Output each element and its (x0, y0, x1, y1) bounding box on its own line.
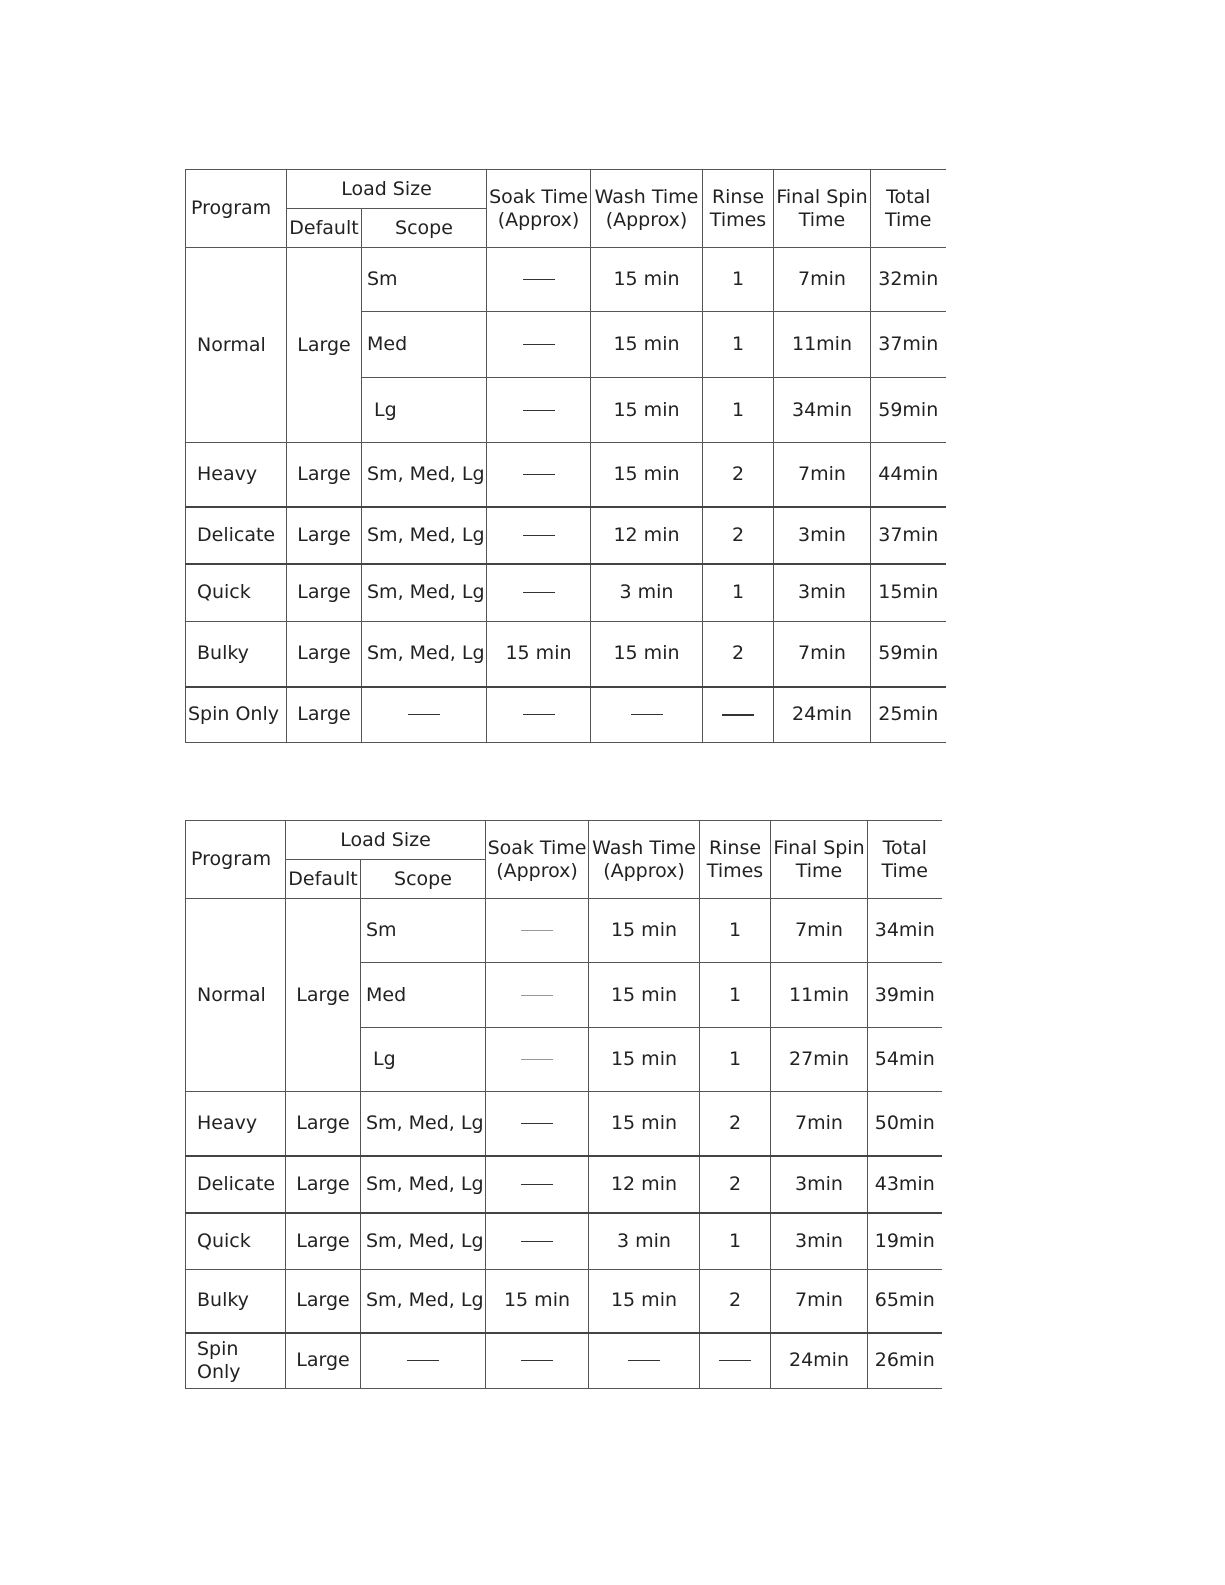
spin-cell: 7min (771, 1092, 868, 1156)
header-wash-time (589, 821, 700, 899)
header-rinse-times (700, 821, 771, 899)
wash-cell: 15 min (591, 622, 703, 687)
program-normal: Normal (186, 248, 287, 443)
default-cell: Large (286, 899, 361, 1092)
spin-cell: 27min (771, 1028, 868, 1092)
program-bulky: Bulky (186, 622, 287, 687)
scope-cell (361, 1333, 486, 1389)
header-total-line2: Time (885, 208, 932, 231)
program-heavy: Heavy (186, 443, 287, 507)
default-cell: Large (286, 1213, 361, 1270)
soak-cell (486, 963, 589, 1028)
rinse-cell: 2 (700, 1270, 771, 1333)
spin-cell: 3min (774, 564, 871, 622)
header-load-size: Load Size (286, 821, 486, 860)
dash-icon (523, 410, 555, 411)
header-total-line1: Total (886, 185, 931, 208)
header-scope: Scope (362, 209, 487, 248)
default-cell: Large (287, 507, 362, 564)
default-cell: Large (286, 1333, 361, 1389)
header-total-time (868, 821, 942, 899)
scope-cell: Sm (362, 248, 487, 312)
scope-cell: Sm, Med, Lg (361, 1092, 486, 1156)
wash-cell: 15 min (589, 899, 700, 963)
dash-icon (523, 474, 555, 475)
default-cell: Large (287, 248, 362, 443)
rinse-cell (700, 1333, 771, 1389)
dash-icon (521, 995, 553, 996)
header-default: Default (287, 209, 362, 248)
wash-cell: 3 min (589, 1213, 700, 1270)
header-spin-line1: Final Spin (773, 836, 865, 859)
soak-cell (487, 564, 591, 622)
rinse-cell: 2 (700, 1156, 771, 1213)
spin-cell: 3min (774, 507, 871, 564)
header-soak-line1: Soak Time (489, 185, 588, 208)
soak-cell: 15 min (486, 1270, 589, 1333)
header-program: Program (186, 821, 286, 899)
dash-icon (521, 1184, 553, 1185)
scope-cell: Sm, Med, Lg (362, 443, 487, 507)
program-quick: Quick (186, 1213, 286, 1270)
total-cell: 59min (871, 378, 946, 443)
spin-cell: 34min (774, 378, 871, 443)
total-cell: 59min (871, 622, 946, 687)
scope-cell: Sm, Med, Lg (362, 622, 487, 687)
total-cell: 32min (871, 248, 946, 312)
program-normal: Normal (186, 899, 286, 1092)
total-cell: 34min (868, 899, 942, 963)
header-rinse-line1: Rinse (708, 836, 762, 859)
scope-cell: Sm, Med, Lg (362, 564, 487, 622)
wash-cell: 12 min (591, 507, 703, 564)
scope-cell (362, 687, 487, 743)
dash-icon (521, 930, 553, 931)
rinse-cell: 1 (703, 248, 774, 312)
header-soak-line2: (Approx) (496, 859, 578, 882)
scope-cell: Sm, Med, Lg (362, 507, 487, 564)
soak-cell (486, 1156, 589, 1213)
rinse-cell (703, 687, 774, 743)
wash-cell: 15 min (589, 1270, 700, 1333)
table-row (186, 687, 946, 743)
wash-cell: 15 min (589, 963, 700, 1028)
spin-cell: 3min (771, 1213, 868, 1270)
dash-icon (523, 592, 555, 593)
table-row (186, 622, 946, 687)
header-rinse-line1: Rinse (711, 185, 765, 208)
spin-cell: 24min (771, 1333, 868, 1389)
header-program: Program (186, 170, 287, 248)
program-bulky: Bulky (186, 1270, 286, 1333)
rinse-cell: 1 (703, 378, 774, 443)
dash-icon (521, 1360, 553, 1361)
dash-icon (628, 1360, 660, 1361)
dash-icon (521, 1123, 553, 1124)
spin-cell: 7min (771, 1270, 868, 1333)
scope-cell: Sm, Med, Lg (361, 1213, 486, 1270)
header-wash-time (591, 170, 703, 248)
wash-cell: 3 min (591, 564, 703, 622)
header-total-time (871, 170, 946, 248)
total-cell: 39min (868, 963, 942, 1028)
total-cell: 37min (871, 312, 946, 378)
wash-cell: 15 min (591, 248, 703, 312)
total-cell: 15min (871, 564, 946, 622)
header-spin-line2: Time (798, 208, 846, 231)
header-load-size: Load Size (287, 170, 487, 209)
wash-cell (591, 687, 703, 743)
table-row (186, 899, 942, 963)
scope-cell: Med (361, 963, 486, 1028)
default-cell: Large (287, 622, 362, 687)
rinse-cell: 2 (703, 507, 774, 564)
program-quick: Quick (186, 564, 287, 622)
soak-cell (487, 507, 591, 564)
dash-icon (521, 1059, 553, 1060)
default-cell: Large (286, 1092, 361, 1156)
rinse-cell: 2 (703, 443, 774, 507)
spin-cell: 7min (774, 248, 871, 312)
spin-cell: 24min (774, 687, 871, 743)
spin-cell: 3min (771, 1156, 868, 1213)
header-wash-line1: Wash Time (594, 185, 699, 208)
rinse-cell: 2 (703, 622, 774, 687)
table-row (186, 507, 946, 564)
dash-icon (523, 714, 555, 715)
total-cell: 37min (871, 507, 946, 564)
soak-cell: 15 min (487, 622, 591, 687)
rinse-cell: 1 (700, 1213, 771, 1270)
header-rinse-times (703, 170, 774, 248)
spin-cell: 7min (774, 443, 871, 507)
table-row (186, 1333, 942, 1389)
default-cell: Large (286, 1156, 361, 1213)
wash-cell: 12 min (589, 1156, 700, 1213)
dash-icon (719, 1360, 751, 1361)
dash-icon (407, 1360, 439, 1361)
total-cell: 65min (868, 1270, 942, 1333)
header-soak-time (486, 821, 589, 899)
program-delicate: Delicate (186, 507, 287, 564)
rinse-cell: 1 (703, 564, 774, 622)
soak-cell (486, 899, 589, 963)
soak-cell (486, 1333, 589, 1389)
wash-cell: 15 min (589, 1028, 700, 1092)
table-row (186, 248, 946, 312)
table-row (186, 1092, 942, 1156)
header-final-spin-time (774, 170, 871, 248)
spin-cell: 7min (774, 622, 871, 687)
table-row (186, 443, 946, 507)
total-cell: 19min (868, 1213, 942, 1270)
header-total-line1: Total (882, 836, 927, 859)
scope-cell: Sm, Med, Lg (361, 1156, 486, 1213)
header-spin-line2: Time (795, 859, 843, 882)
default-cell: Large (287, 564, 362, 622)
soak-cell (486, 1213, 589, 1270)
wash-cell (589, 1333, 700, 1389)
header-wash-line2: (Approx) (603, 859, 685, 882)
header-wash-line2: (Approx) (605, 208, 688, 231)
wash-cell: 15 min (591, 312, 703, 378)
header-rinse-line2: Times (709, 208, 767, 231)
soak-cell (487, 378, 591, 443)
rinse-cell: 1 (700, 963, 771, 1028)
total-cell: 44min (871, 443, 946, 507)
default-cell: Large (287, 443, 362, 507)
default-cell: Large (287, 687, 362, 743)
wash-cell: 15 min (591, 378, 703, 443)
dash-icon (523, 279, 555, 280)
soak-cell (486, 1028, 589, 1092)
rinse-cell: 2 (700, 1092, 771, 1156)
wash-program-table-1 (185, 169, 946, 743)
program-delicate: Delicate (186, 1156, 286, 1213)
header-spin-line1: Final Spin (776, 185, 868, 208)
header-soak-line2: (Approx) (497, 208, 580, 231)
table-row (186, 1270, 942, 1333)
dash-icon (523, 344, 555, 345)
rinse-cell: 1 (700, 1028, 771, 1092)
table-row (186, 1156, 942, 1213)
soak-cell (487, 248, 591, 312)
total-cell: 50min (868, 1092, 942, 1156)
table-row (186, 1213, 942, 1270)
soak-cell (487, 443, 591, 507)
dash-icon (722, 714, 754, 716)
header-wash-line1: Wash Time (592, 836, 696, 859)
program-spin-only: Spin Only (186, 687, 287, 743)
wash-cell: 15 min (591, 443, 703, 507)
rinse-cell: 1 (700, 899, 771, 963)
header-total-line2: Time (881, 859, 928, 882)
soak-cell (487, 687, 591, 743)
wash-cell: 15 min (589, 1092, 700, 1156)
spin-cell: 11min (771, 963, 868, 1028)
scope-cell: Lg (361, 1028, 486, 1092)
wash-program-table-2 (185, 820, 942, 1389)
dash-icon (408, 714, 440, 715)
header-final-spin-time (771, 821, 868, 899)
spin-cell: 11min (774, 312, 871, 378)
total-cell: 26min (868, 1333, 942, 1389)
header-default: Default (286, 860, 361, 899)
dash-icon (523, 535, 555, 536)
total-cell: 25min (871, 687, 946, 743)
soak-cell (486, 1092, 589, 1156)
header-scope: Scope (361, 860, 486, 899)
scope-cell: Sm, Med, Lg (361, 1270, 486, 1333)
header-soak-line1: Soak Time (487, 836, 587, 859)
spin-cell: 7min (771, 899, 868, 963)
table-row (186, 564, 946, 622)
program-spin-only: Spin Only (186, 1333, 286, 1389)
rinse-cell: 1 (703, 312, 774, 378)
default-cell: Large (286, 1270, 361, 1333)
soak-cell (487, 312, 591, 378)
total-cell: 43min (868, 1156, 942, 1213)
scope-cell: Sm (361, 899, 486, 963)
dash-icon (631, 714, 663, 715)
header-rinse-line2: Times (706, 859, 764, 882)
header-soak-time (487, 170, 591, 248)
scope-cell: Med (362, 312, 487, 378)
program-heavy: Heavy (186, 1092, 286, 1156)
dash-icon (521, 1241, 553, 1242)
total-cell: 54min (868, 1028, 942, 1092)
scope-cell: Lg (362, 378, 487, 443)
